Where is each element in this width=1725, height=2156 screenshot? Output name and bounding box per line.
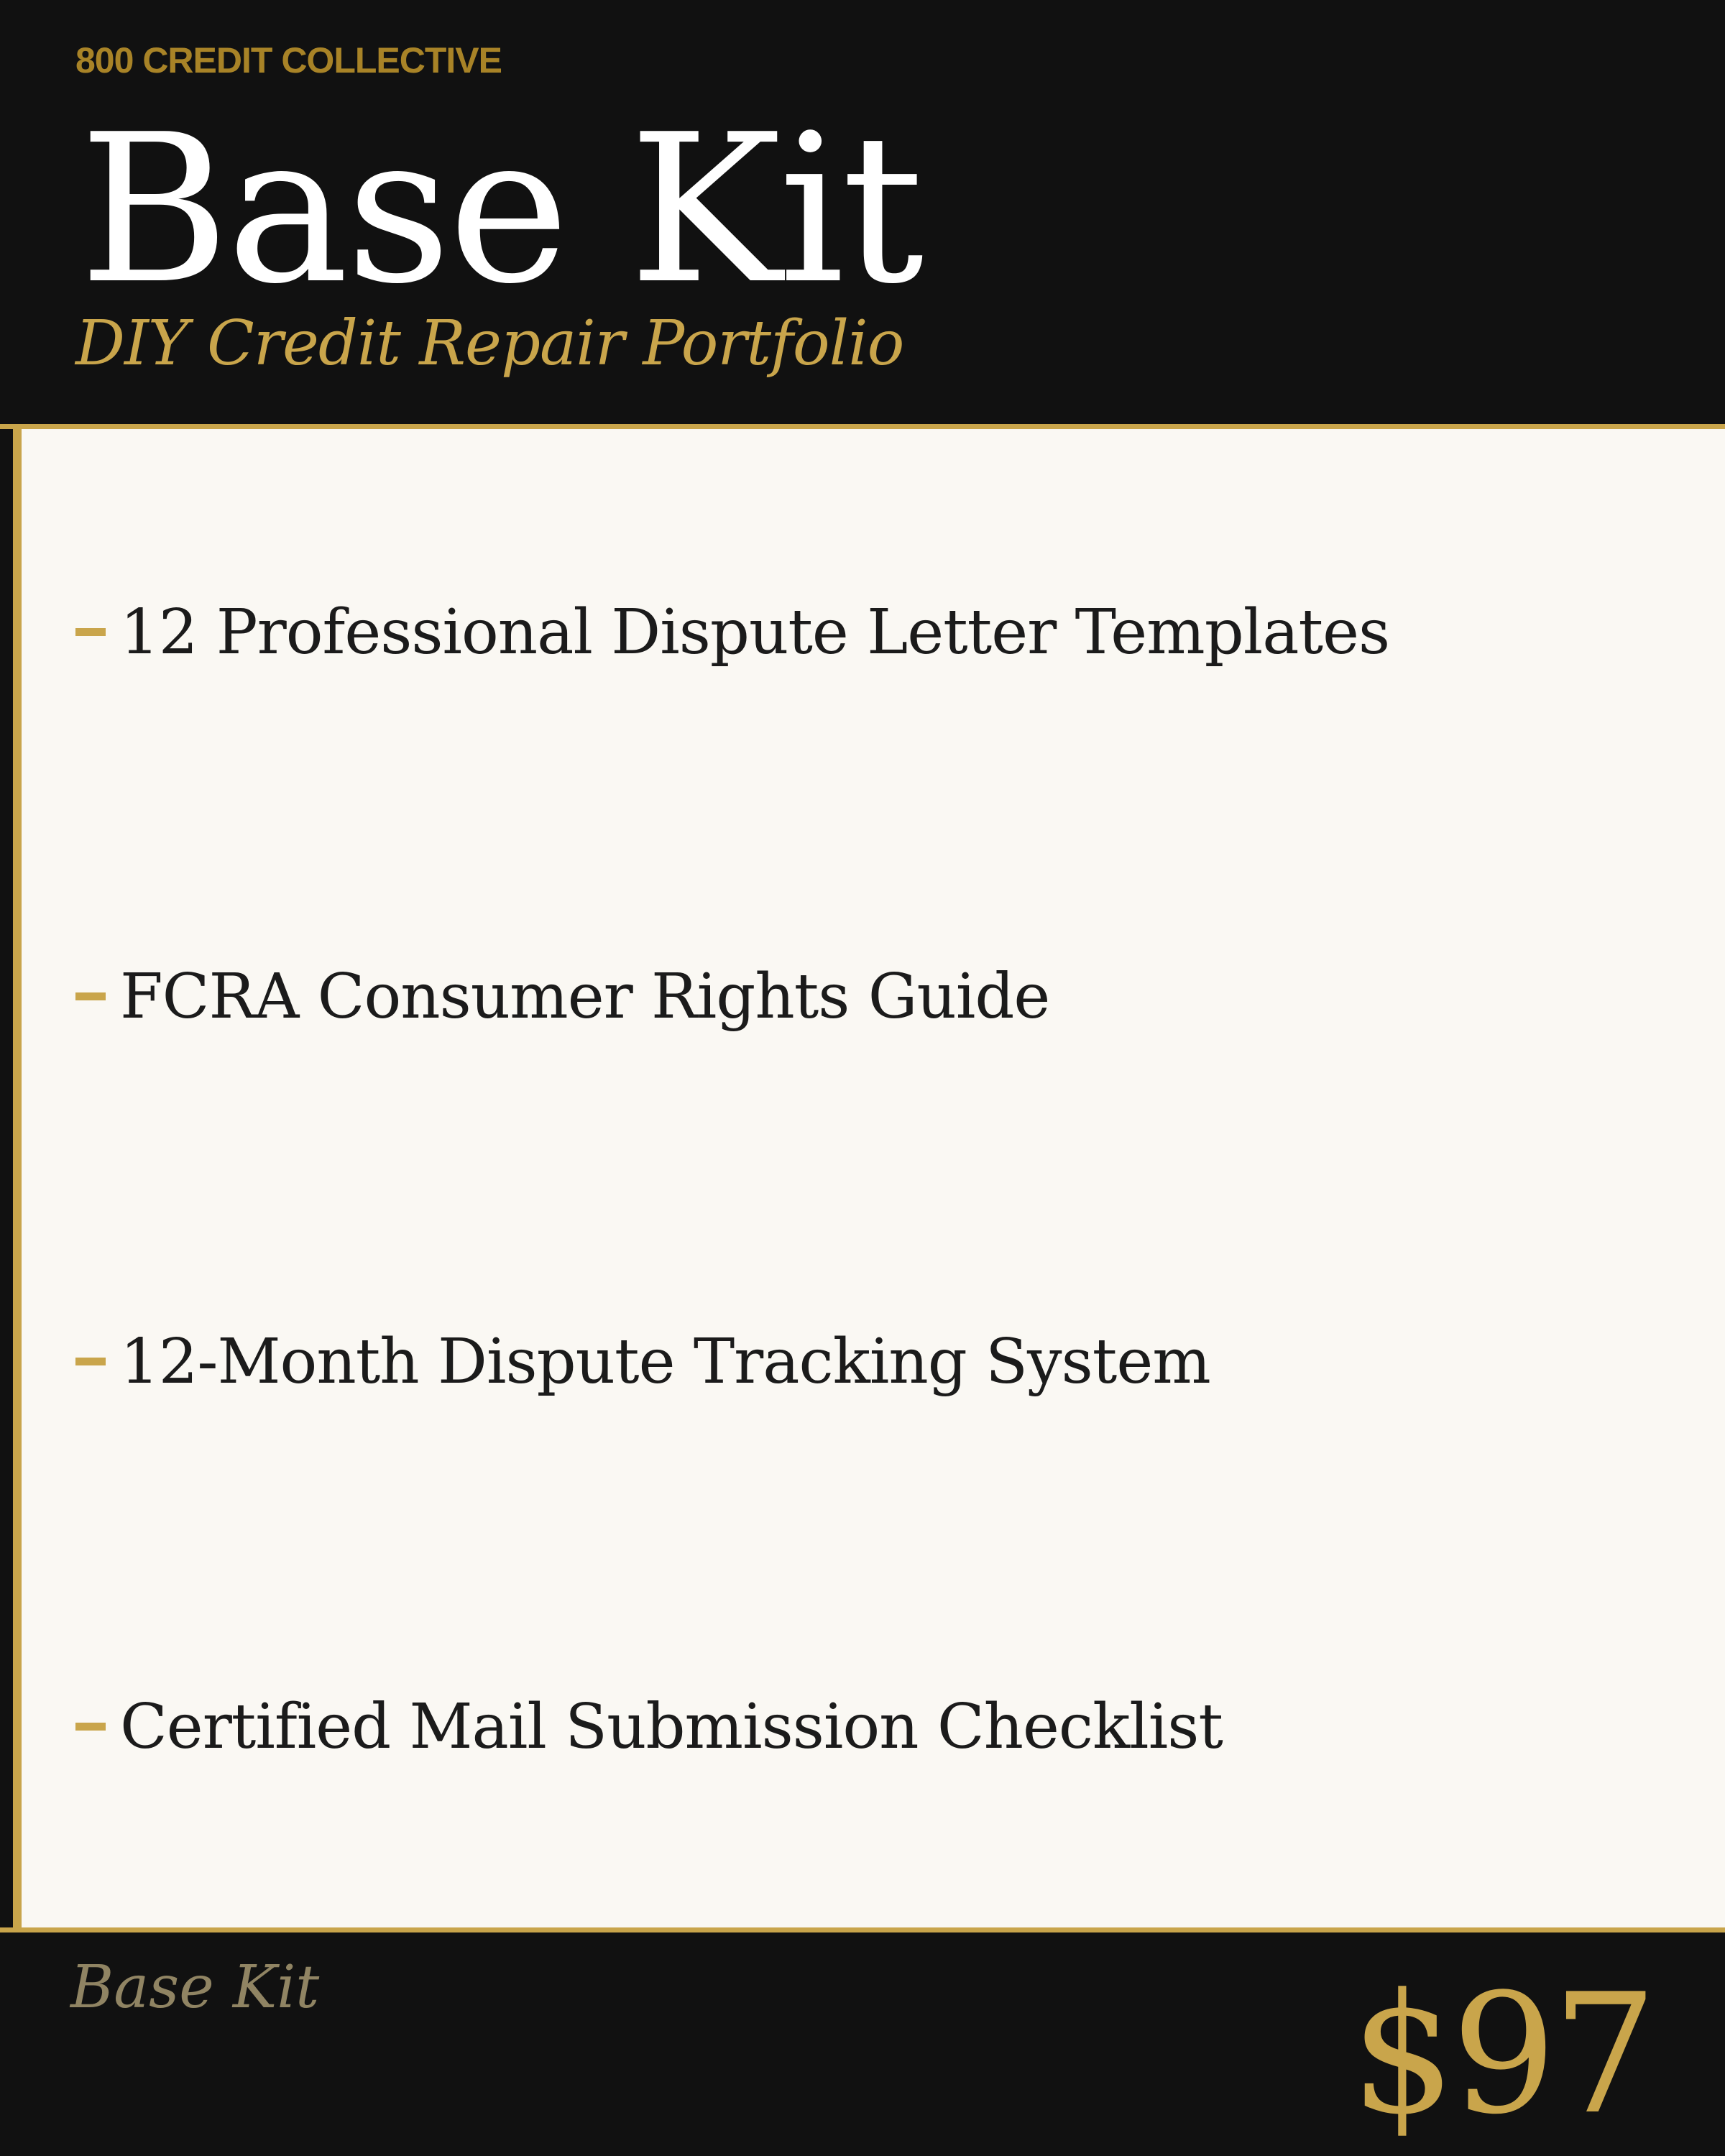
- footer-product-name: Base Kit: [70, 1953, 320, 2022]
- feature-panel: [22, 429, 1725, 1927]
- header: [0, 0, 1725, 424]
- dash-bullet-icon: [75, 992, 106, 1000]
- dash-bullet-icon: [75, 628, 106, 636]
- feature-label: 12-Month Dispute Tracking System: [120, 1326, 1210, 1398]
- top-divider: [0, 424, 1725, 429]
- left-frame-dark: [0, 429, 13, 1927]
- price-label: $97: [1351, 1959, 1653, 2151]
- feature-label: FCRA Consumer Rights Guide: [120, 961, 1050, 1033]
- feature-item: [75, 596, 1657, 668]
- dash-bullet-icon: [75, 1358, 106, 1365]
- feature-label: 12 Professional Dispute Letter Templates: [120, 596, 1390, 668]
- dash-bullet-icon: [75, 1723, 106, 1731]
- feature-item: [75, 1326, 1657, 1398]
- page-subtitle: DIY Credit Repair Portfolio: [75, 308, 904, 379]
- page-title: Base Kit: [79, 91, 921, 329]
- brand-name: 800 CREDIT COLLECTIVE: [75, 40, 502, 80]
- left-frame-accent: [13, 429, 22, 1927]
- bottom-divider: [0, 1927, 1725, 1932]
- feature-label: Certified Mail Submission Checklist: [120, 1691, 1223, 1763]
- feature-item: [75, 961, 1657, 1033]
- feature-item: [75, 1691, 1657, 1763]
